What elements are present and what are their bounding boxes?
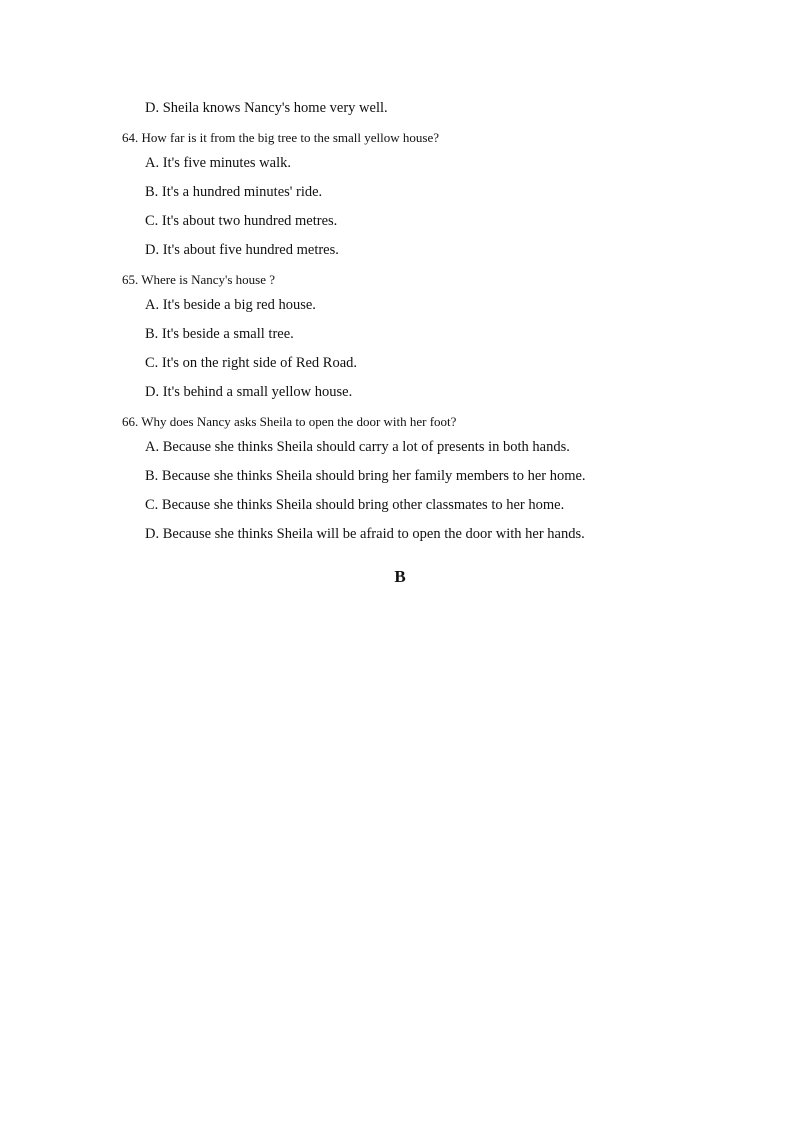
section-heading: B (394, 567, 406, 586)
option-65-b: B. It's beside a small tree. (145, 326, 294, 342)
question-64: 64. How far is it from the big tree to the small yellow house? (122, 130, 439, 145)
option-63-d: D. Sheila knows Nancy's home very well. (145, 100, 388, 116)
question-65: 65. Where is Nancy's house ? (122, 272, 276, 287)
option-66-d: D. Because she thinks Sheila will be afraid to open the door with her hands. (145, 526, 585, 542)
option-64-d: D. It's about five hundred metres. (145, 242, 339, 258)
question-66: 66. Why does Nancy asks Sheila to open the door with her foot? (122, 414, 457, 429)
option-64-a: A. It's five minutes walk. (145, 155, 291, 171)
option-66-b: B. Because she thinks Sheila should bring her family members to her home. (145, 468, 586, 484)
option-64-c: C. It's about two hundred metres. (145, 213, 338, 229)
option-65-d: D. It's behind a small yellow house. (145, 384, 353, 400)
option-66-c: C. Because she thinks Sheila should bring other classmates to her home. (145, 497, 565, 513)
option-66-a: A. Because she thinks Sheila should carry a lot of presents in both hands. (145, 439, 570, 455)
option-65-a: A. It's beside a big red house. (145, 297, 316, 313)
option-65-c: C. It's on the right side of Red Road. (145, 355, 358, 371)
option-64-b: B. It's a hundred minutes' ride. (145, 184, 323, 200)
